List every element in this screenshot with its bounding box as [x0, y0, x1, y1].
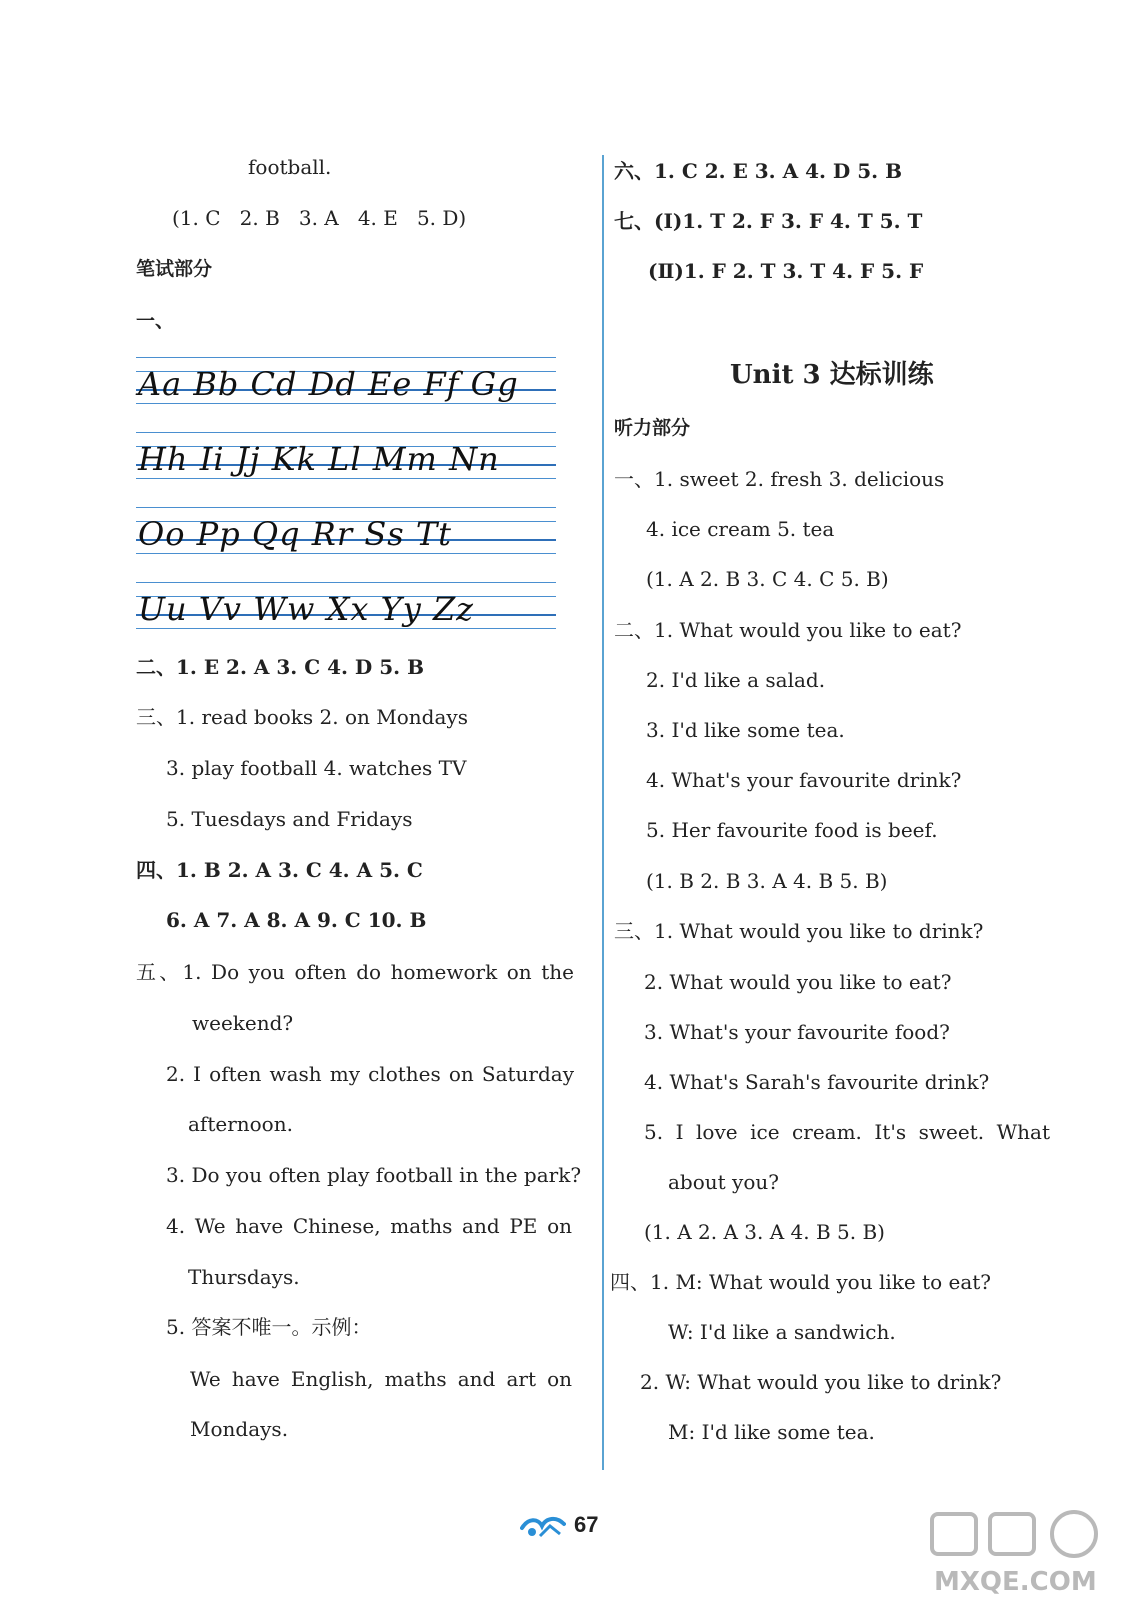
- answer-line: 三、1. What would you like to drink?: [614, 919, 984, 943]
- answer-line: about you?: [668, 1170, 779, 1194]
- answer-item: (1. C: [172, 206, 221, 230]
- answer-line: 六、1. C 2. E 3. A 4. D 5. B: [614, 159, 902, 183]
- alphabet-line: [136, 432, 556, 488]
- answer-item: 5. D): [416, 206, 467, 230]
- answer-line: weekend?: [192, 1011, 294, 1035]
- answer-line: (1. A 2. A 3. A 4. B 5. B): [644, 1220, 885, 1244]
- answer-line: 3. What's your favourite food?: [644, 1020, 950, 1044]
- answer-line: 4. ice cream 5. tea: [646, 517, 835, 541]
- answer-line: Mondays.: [190, 1417, 289, 1441]
- section-heading: 听力部分: [614, 417, 691, 439]
- answer-line: 三、1. read books 2. on Mondays: [136, 705, 468, 729]
- publisher-logo-icon: [520, 1512, 566, 1540]
- answer-line: (Ⅱ)1. F 2. T 3. T 4. F 5. F: [648, 259, 924, 283]
- answer-line: 一、1. sweet 2. fresh 3. delicious: [614, 467, 945, 491]
- question-number: 一、: [136, 310, 175, 332]
- answer-line: 5. Her favourite food is beef.: [646, 818, 938, 842]
- answer-line: football.: [248, 155, 332, 179]
- answer-line: 四、1. B 2. A 3. C 4. A 5. C: [136, 858, 423, 882]
- answer-line: 四、1. M: What would you like to eat?: [610, 1270, 992, 1294]
- answer-line: 2. What would you like to eat?: [644, 970, 952, 994]
- alphabet-letters: Hh Ii Jj Kk Ll Mm Nn: [138, 440, 500, 478]
- answer-line: 2. I'd like a salad.: [646, 668, 826, 692]
- answer-line: 2. W: What would you like to drink?: [640, 1370, 1002, 1394]
- answer-line: 七、(Ⅰ)1. T 2. F 3. F 4. T 5. T: [614, 209, 923, 233]
- page-number: 67: [574, 1512, 599, 1537]
- answer-line: afternoon.: [188, 1112, 293, 1136]
- column-divider: [602, 155, 604, 1470]
- answer-line: 6. A 7. A 8. A 9. C 10. B: [166, 908, 427, 932]
- answer-line: M: I'd like some tea.: [668, 1420, 875, 1444]
- answer-line: 4. What's Sarah's favourite drink?: [644, 1070, 990, 1094]
- answer-line: (1. B 2. B 3. A 4. B 5. B): [646, 869, 888, 893]
- answer-line: 3. Do you often play football in the park?: [166, 1163, 582, 1187]
- answer-line: 3. play football 4. watches TV: [166, 756, 467, 780]
- alphabet-letters: Uu Vv Ww Xx Yy Zz: [138, 590, 475, 628]
- alphabet-letters: Oo Pp Qq Rr Ss Tt: [138, 515, 453, 553]
- answer-item: 2. B: [239, 206, 280, 230]
- answer-line: 5. I love ice cream. It's sweet. What: [644, 1120, 1050, 1144]
- answer-line: Thursdays.: [188, 1265, 300, 1289]
- site-watermark: [930, 1510, 1110, 1595]
- answer-line: 4. We have Chinese, maths and PE on: [166, 1214, 572, 1238]
- watermark-text: MXQE.COM: [934, 1567, 1097, 1595]
- answer-line: 二、1. E 2. A 3. C 4. D 5. B: [136, 655, 424, 679]
- answer-line: 3. I'd like some tea.: [646, 718, 845, 742]
- answer-line: 二、1. What would you like to eat?: [614, 618, 962, 642]
- answer-line: 5. Tuesdays and Fridays: [166, 807, 413, 831]
- answer-item: 4. E: [357, 206, 398, 230]
- unit-title: Unit 3 达标训练: [730, 360, 934, 390]
- alphabet-line: [136, 582, 556, 638]
- alphabet-line: [136, 357, 556, 413]
- answer-line: 4. What's your favourite drink?: [646, 768, 962, 792]
- alphabet-letters: Aa Bb Cd Dd Ee Ff Gg: [138, 365, 519, 403]
- answer-line: (1. A 2. B 3. C 4. C 5. B): [646, 567, 889, 591]
- answer-line: We have English, maths and art on: [190, 1367, 572, 1391]
- answer-line: 五、1. Do you often do homework on the: [136, 960, 574, 984]
- answer-line: 2. I often wash my clothes on Saturday: [166, 1062, 574, 1086]
- alphabet-line: [136, 507, 556, 563]
- section-heading: 笔试部分: [136, 258, 213, 280]
- answer-line: 5. 答案不唯一。示例：: [166, 1315, 372, 1339]
- answer-line: [172, 205, 466, 231]
- answer-line: W: I'd like a sandwich.: [668, 1320, 896, 1344]
- answer-item: 3. A: [298, 206, 339, 230]
